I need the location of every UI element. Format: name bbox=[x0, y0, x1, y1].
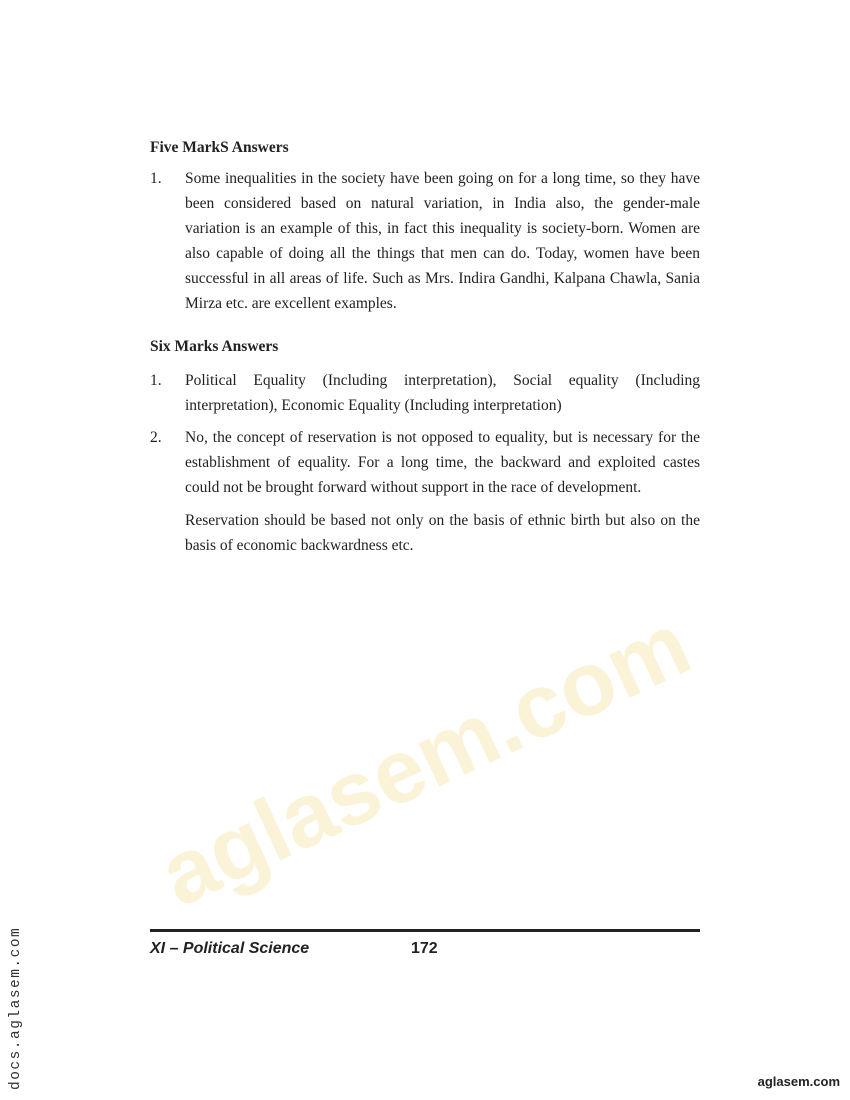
item-text: Some inequalities in the society have been going on for a long time, so they have been considered based on natural variation, in India also, the gender-male variation is an example of this, in fact this inequality is society-born. Women are also capable of doing all the things that men can do. Today, women have been successful in all areas of life. Such as Mrs. Indira Gandhi, Kalpana Chawla, Sania Mirza etc. are excellent examples. bbox=[185, 170, 700, 312]
list-item bbox=[150, 425, 700, 558]
item-paragraph: Reservation should be based not only on the basis of ethnic birth but also on the basis of economic backwardness etc. bbox=[185, 512, 700, 554]
footer-subject: XI – Political Science bbox=[150, 940, 310, 957]
brand-text: aglasem.com bbox=[757, 1074, 840, 1089]
list-item bbox=[150, 368, 700, 418]
list-item bbox=[150, 166, 700, 316]
section-heading-five-marks: Five MarkS Answers bbox=[150, 139, 289, 156]
item-number: 1. bbox=[150, 170, 162, 187]
footer-rule bbox=[150, 929, 700, 932]
item-number: 2. bbox=[150, 429, 162, 446]
item-text: Political Equality (Including interpretation), Social equality (Including interpretation), Economic Equality (Including interpretation) bbox=[185, 372, 700, 414]
item-text: No, the concept of reservation is not opposed to equality, but is necessary for the establishment of equality. For a long time, the backward and exploited castes could not be brought forward without support in the race of development. bbox=[185, 429, 700, 496]
section-heading-six-marks: Six Marks Answers bbox=[150, 338, 279, 355]
side-url: docs.aglasem.com bbox=[8, 926, 24, 1090]
watermark-area bbox=[125, 594, 725, 926]
page-number: 172 bbox=[411, 940, 438, 957]
watermark: aglasem.com bbox=[145, 594, 705, 926]
item-number: 1. bbox=[150, 372, 162, 389]
